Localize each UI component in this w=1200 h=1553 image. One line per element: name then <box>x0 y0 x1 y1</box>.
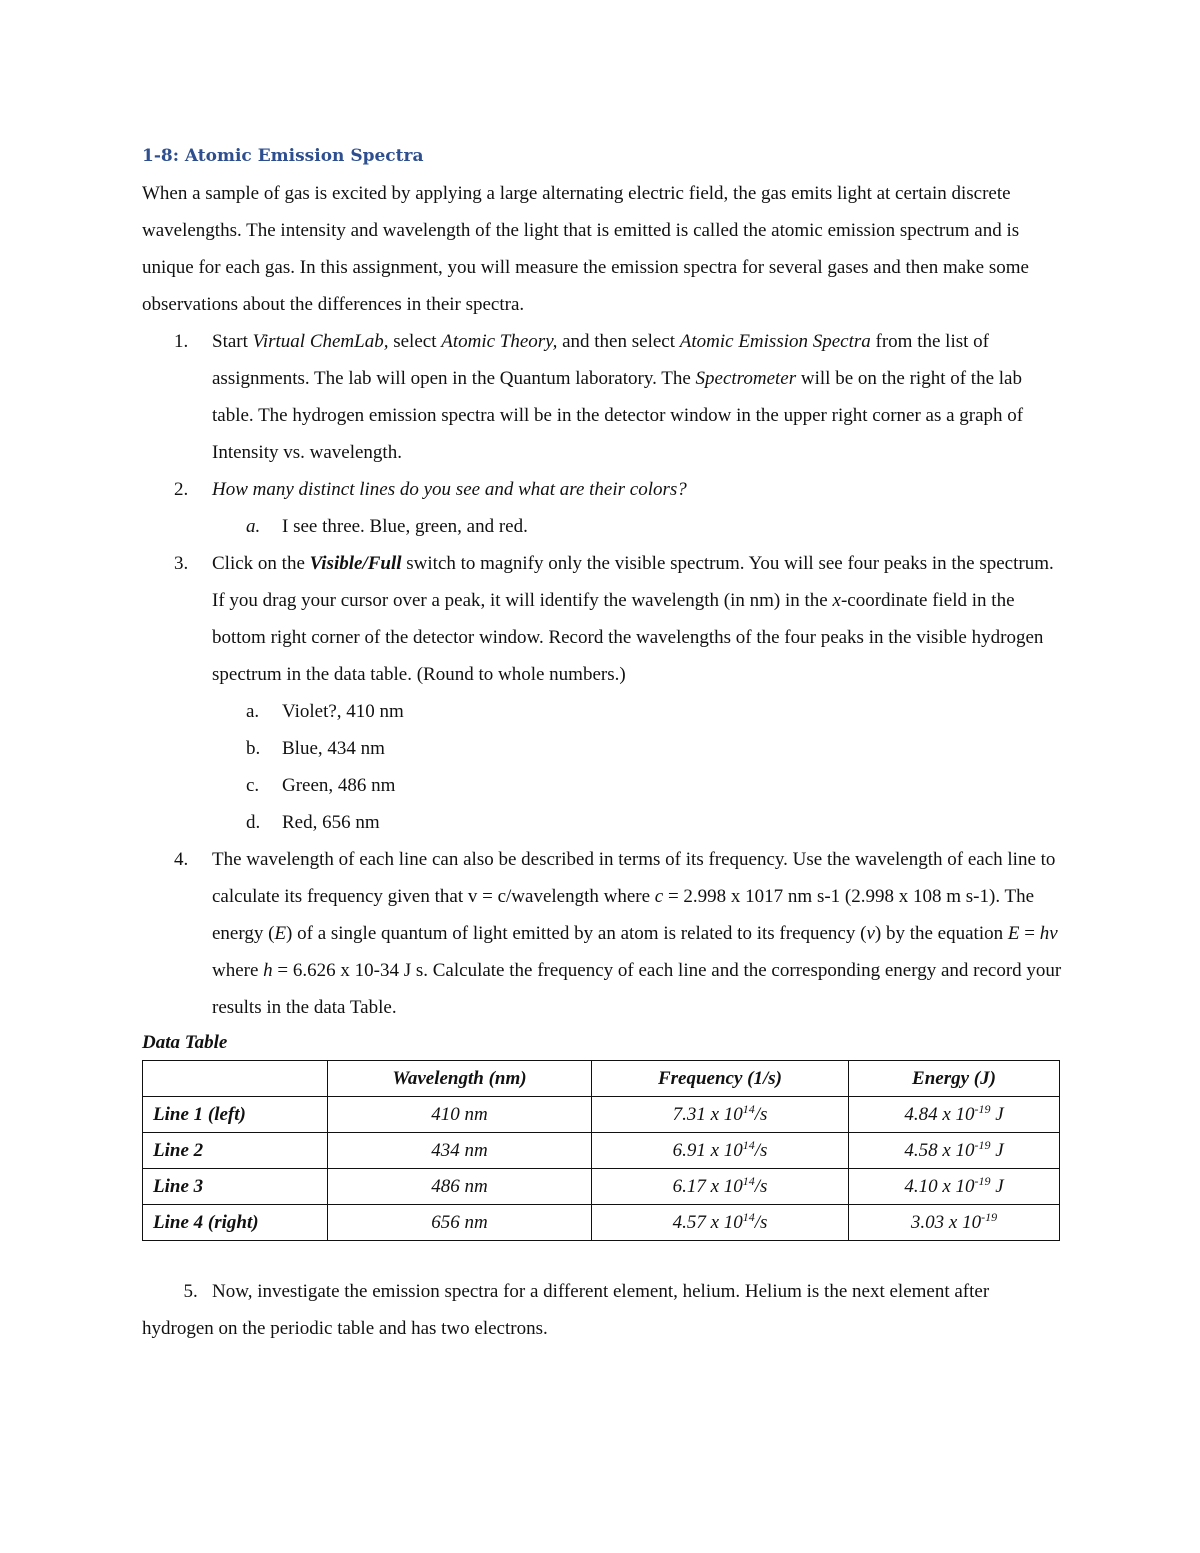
frequency-cell: 4.57 x $10^{14}/s$ <box>592 1205 849 1241</box>
answer-letter: a. <box>246 701 260 722</box>
answer-text: Green, 486 nm <box>282 775 396 796</box>
step-4: 4. The wavelength of each line can also be described in terms of its frequency. Use the wavelength of each line to calculate its frequency given that v = c/wavelength where c = 2.998 x 1017 nm s-1 (2.998 x 108 m s-1). The energy (E) of a single quantum of light emitted by an atom is related to its frequency (v) by the equation E = hv where h = 6.626 x 10-34 J s. Calculate the frequency of each line and the corresponding energy and record your results in the data Table. <box>142 841 1062 1026</box>
table-row <box>143 1133 1060 1169</box>
frequency-cell: 6.17 x $10^{14}/s$ <box>592 1169 849 1205</box>
step-3: 3. Click on the Visible/Full switch to magnify only the visible spectrum. You will see four peaks in the spectrum. If you drag your cursor over a peak, it will identify the wavelength (in nm) in the x-coordinate field in the bottom right corner of the detector window. Record the wavelengths of the four peaks in the visible hydrogen spectrum in the data table. (Round to whole numbers.) <box>142 545 1062 693</box>
answer-letter: d. <box>246 812 261 833</box>
answer-letter: a. <box>246 516 261 537</box>
step-number: 3. <box>174 553 189 574</box>
step-3-answer-b <box>142 730 1062 767</box>
table-header-cell: Energy (J) <box>849 1061 1060 1097</box>
answer-letter: c. <box>246 775 260 796</box>
row-label: Line 3 <box>143 1169 328 1205</box>
step-5 <box>142 1273 1062 1347</box>
wavelength-cell: 656 nm <box>328 1205 592 1241</box>
wavelength-cell: 410 nm <box>328 1097 592 1133</box>
page-title: 1-8: Atomic Emission Spectra <box>142 146 424 166</box>
energy-cell: 4.84 x $10^{-19}$ J <box>849 1097 1060 1133</box>
table-row <box>143 1169 1060 1205</box>
wavelength-cell: 434 nm <box>328 1133 592 1169</box>
table-header-cell: Wavelength (nm) <box>328 1061 592 1097</box>
answer-text: Blue, 434 nm <box>282 738 385 759</box>
frequency-cell: 6.91 x $10^{14}/s$ <box>592 1133 849 1169</box>
step-number: 1. <box>174 331 189 352</box>
step-3-answer-a <box>142 693 1062 730</box>
table-header-cell: Frequency (1/s) <box>592 1061 849 1097</box>
step-1: 1. Start Virtual ChemLab, select Atomic Theory, and then select Atomic Emission Spectra from the list of assignments. The lab will open in the Quantum laboratory. The Spectrometer will be on the right of the lab table. The hydrogen emission spectra will be in the detector window in the upper right corner as a graph of Intensity vs. wavelength. <box>142 323 1062 471</box>
document-page <box>142 138 1062 1347</box>
table-header-cell <box>143 1061 328 1097</box>
table-row <box>143 1097 1060 1133</box>
step-number: 4. <box>174 849 189 870</box>
table-header-row <box>143 1061 1060 1097</box>
answer-text: I see three. Blue, green, and red. <box>282 516 528 537</box>
step-3-answer-c <box>142 767 1062 804</box>
table-caption: Data Table <box>142 1032 228 1053</box>
answer-letter: b. <box>246 738 261 759</box>
step-3-answer-d <box>142 804 1062 841</box>
energy-cell: 4.10 x $10^{-19}$ J <box>849 1169 1060 1205</box>
wavelength-cell: 486 nm <box>328 1169 592 1205</box>
frequency-cell: 7.31 x $10^{14}/s$ <box>592 1097 849 1133</box>
step-number: 5. <box>183 1281 198 1302</box>
row-label: Line 2 <box>143 1133 328 1169</box>
row-label: Line 4 (right) <box>143 1205 328 1241</box>
answer-text: Violet?, 410 nm <box>282 701 404 722</box>
step-2-question: How many distinct lines do you see and what are their colors? <box>212 479 687 500</box>
energy-cell: 4.58 x $10^{-19}$ J <box>849 1133 1060 1169</box>
answer-text: Red, 656 nm <box>282 812 380 833</box>
row-label: Line 1 (left) <box>143 1097 328 1133</box>
step-5-text: Now, investigate the emission spectra for a different element, helium. Helium is the next element after hydrogen on the periodic table and has two electrons. <box>142 1281 990 1339</box>
step-2 <box>142 471 1062 508</box>
instruction-list <box>142 323 1062 1026</box>
step-number: 2. <box>174 479 189 500</box>
energy-cell: 3.03 x $10^{-19}$ <box>849 1205 1060 1241</box>
data-table <box>142 1060 1060 1241</box>
intro-paragraph: When a sample of gas is excited by applying a large alternating electric field, the gas emits light at certain discrete wavelengths. The intensity and wavelength of the light that is emitted is called the atomic emission spectrum and is unique for each gas. In this assignment, you will measure the emission spectra for several gases and then make some observations about the differences in their spectra. <box>142 183 1029 315</box>
step-2-answer <box>142 508 1062 545</box>
table-row <box>143 1205 1060 1241</box>
